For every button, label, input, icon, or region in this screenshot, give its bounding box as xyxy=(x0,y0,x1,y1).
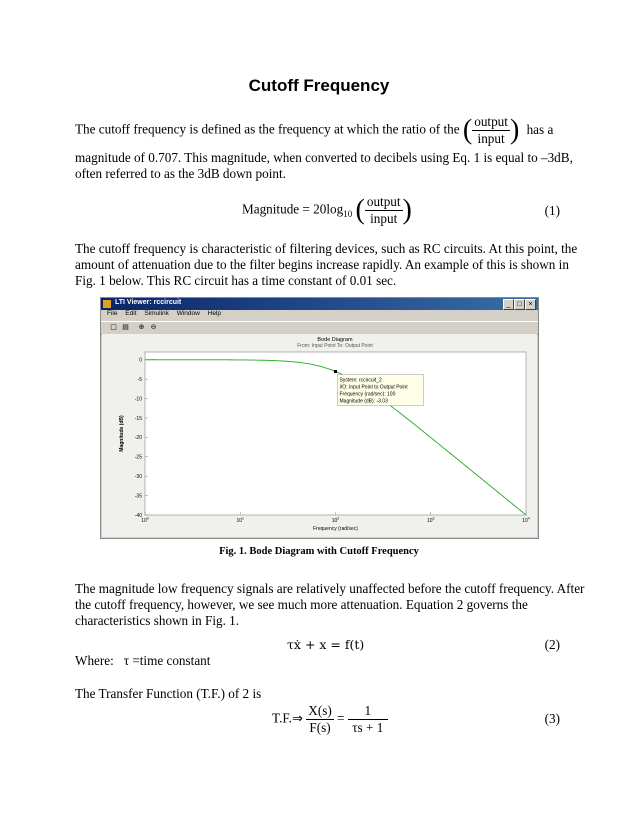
where-def: =time constant xyxy=(129,653,211,668)
para3-line2: the cutoff frequency, however, we see much more attenuation. Equation 2 governs the xyxy=(75,597,528,612)
y-tick-label: -35 xyxy=(134,493,142,500)
para3-line3: characteristics shown in Fig. 1. xyxy=(75,613,240,628)
para2-line1: The cutoff frequency is characteristic of filtering devices, such as RC circuits. At this point, the xyxy=(75,241,578,256)
y-tick-label: -20 xyxy=(134,435,142,442)
datatip xyxy=(338,375,424,406)
y-tick-label: -5 xyxy=(137,376,142,383)
eq3-number: (3) xyxy=(544,711,560,726)
figure-caption: Fig. 1. Bode Diagram with Cutoff Frequency xyxy=(219,546,419,557)
eq1-number: (1) xyxy=(544,203,560,218)
matlab-logo-icon xyxy=(103,300,111,308)
eq3-den1: F(s) xyxy=(309,720,331,735)
datatip-line: I/O: Input Point to Output Point xyxy=(339,384,408,391)
maximize-button[interactable]: □ xyxy=(514,299,525,310)
eq3-den2: τs + 1 xyxy=(352,720,384,735)
menu-help[interactable]: Help xyxy=(207,310,221,317)
zoom-out-icon[interactable]: ⊖ xyxy=(150,323,157,331)
where-tau: τ xyxy=(123,653,130,668)
menu-bar xyxy=(101,310,538,320)
zoom-in-icon[interactable]: ⊕ xyxy=(138,323,145,331)
eq2-number: (2) xyxy=(544,637,560,652)
para2-line2: amount of attenuation due to the filter begins increase rapidly. An example of this is shown in xyxy=(75,257,569,272)
chart-subtitle: From: Input Point To: Output Point xyxy=(297,343,373,349)
eq3-num1: X(s) xyxy=(308,703,332,718)
y-tick-label: 0 xyxy=(139,357,142,364)
ratio-denominator: input xyxy=(477,131,505,146)
x-tick-label: $10^2$ xyxy=(331,516,340,524)
menu-file[interactable]: File xyxy=(107,310,118,317)
menu-simulink[interactable]: Simulink xyxy=(144,310,169,317)
para1-after: has a xyxy=(526,121,554,137)
eq1-fraction xyxy=(365,194,403,227)
eq1-right-paren: ) xyxy=(402,194,412,226)
y-tick-label: -25 xyxy=(134,454,142,461)
menu-edit[interactable]: Edit xyxy=(125,310,137,317)
window-title: LTI Viewer: rccircuit xyxy=(115,299,182,306)
eq3-equals: = xyxy=(337,710,345,726)
eq1-numerator: output xyxy=(366,194,401,209)
x-axis-label: Frequency (rad/sec) xyxy=(313,526,358,532)
para3-line1: The magnitude low frequency signals are relatively unaffected before the cutoff frequency. After xyxy=(75,581,585,596)
chart-title: Bode Diagram xyxy=(317,337,353,343)
eq1-left-paren: ( xyxy=(355,194,365,226)
para1-line3: often referred to as the 3dB down point. xyxy=(75,166,286,181)
eq1-subscript: 10 xyxy=(343,209,353,220)
para1-line2: magnitude of 0.707. This magnitude, when converted to decibels using Eq. 1 is equal to –3dB, xyxy=(75,150,573,165)
close-button[interactable]: × xyxy=(525,299,536,310)
eq3-num2: 1 xyxy=(348,703,388,720)
x-tick-label: $10^1$ xyxy=(236,516,245,524)
y-tick-label: -30 xyxy=(134,473,142,480)
datatip-line: Frequency (rad/sec): 100 xyxy=(339,391,396,398)
x-tick-label: $10^0$ xyxy=(141,516,149,524)
datatip-line: System: rccircuit_2 xyxy=(339,377,382,384)
right-paren: ) xyxy=(509,114,520,146)
page-title: Cutoff Frequency xyxy=(248,76,390,95)
eq2-xdot: ẋ xyxy=(293,637,301,652)
window-titlebar xyxy=(101,298,538,310)
y-axis-label: Magnitude (dB) xyxy=(119,415,125,452)
para2-line3: Fig. 1 below. This RC circuit has a time constant of 0.01 sec. xyxy=(75,273,397,288)
x-tick-label: $10^3$ xyxy=(426,516,435,524)
ratio-fraction xyxy=(472,114,510,147)
eq3-lhs: T.F.⇒ xyxy=(272,710,303,726)
x-tick-label: $10^4$ xyxy=(522,516,530,524)
y-tick-label: -10 xyxy=(134,396,142,403)
eq1-lhs: Magnitude = 20log xyxy=(242,201,344,217)
equation-1 xyxy=(242,194,412,227)
lti-viewer-window xyxy=(100,297,539,539)
where-line xyxy=(75,653,210,669)
new-file-icon[interactable]: □ xyxy=(110,323,117,331)
print-icon[interactable]: ▤ xyxy=(122,323,129,331)
bode-diagram xyxy=(102,334,537,537)
cutoff-marker[interactable] xyxy=(334,370,337,373)
para1-before: The cutoff frequency is defined as the frequency at which the ratio of the xyxy=(75,121,460,137)
eq1-denominator: input xyxy=(370,211,398,226)
equation-2 xyxy=(287,637,364,653)
ratio-numerator: output xyxy=(474,114,508,129)
plot-area xyxy=(102,334,537,537)
para1-line1 xyxy=(75,114,553,147)
eq2-tau: τ xyxy=(287,637,294,652)
left-paren: ( xyxy=(462,114,473,146)
where-label: Where: xyxy=(75,653,114,668)
eq3-fraction-1 xyxy=(306,703,333,736)
equation-3 xyxy=(272,703,388,736)
y-tick-label: -40 xyxy=(134,512,142,519)
y-tick-label: -15 xyxy=(134,415,142,422)
eq2-rest: + x = f(t) xyxy=(300,637,365,652)
menu-window[interactable]: Window xyxy=(176,310,200,317)
axes-box xyxy=(145,352,526,515)
toolbar xyxy=(101,321,538,335)
datatip-line: Magnitude (dB): -3.03 xyxy=(339,398,388,405)
eq3-fraction-2 xyxy=(348,703,388,736)
tf-intro: The Transfer Function (T.F.) of 2 is xyxy=(75,686,262,701)
minimize-button[interactable]: _ xyxy=(503,299,514,310)
